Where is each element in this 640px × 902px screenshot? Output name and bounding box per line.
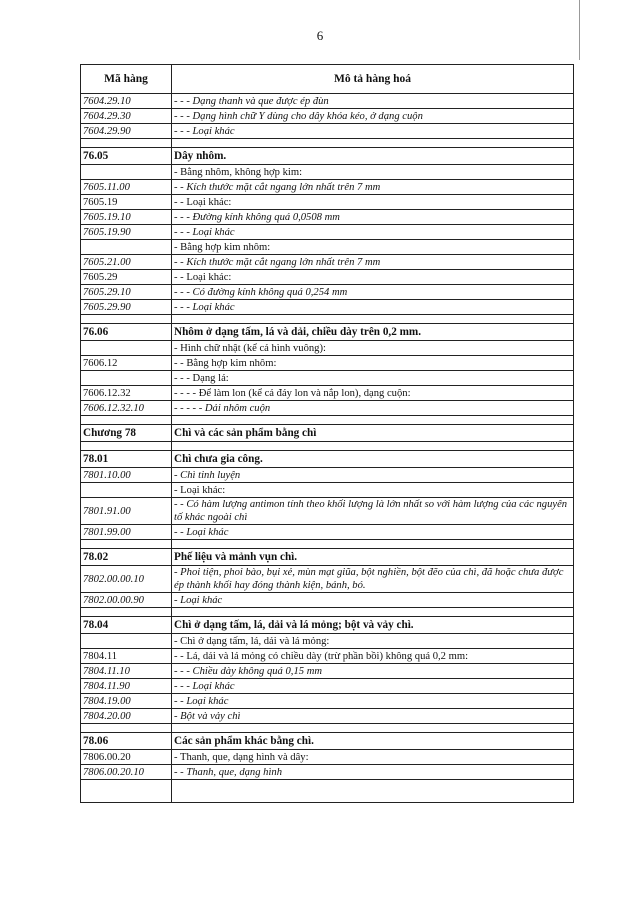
code-cell: 78.04 (81, 617, 172, 634)
description-cell: - - Loại khác: (172, 270, 574, 285)
code-cell: 7606.12 (81, 356, 172, 371)
table-row (81, 750, 574, 765)
code-cell: 76.06 (81, 324, 172, 341)
header-code: Mã hàng (81, 65, 172, 94)
table-row (81, 483, 574, 498)
description-cell: - - Thanh, que, dạng hình (172, 765, 574, 780)
code-cell: 7605.29 (81, 270, 172, 285)
code-cell (81, 165, 172, 180)
description-cell: Các sản phẩm khác bằng chì. (172, 733, 574, 750)
empty-cell (81, 139, 172, 148)
code-cell: 7802.00.00.10 (81, 566, 172, 593)
right-edge-mark (579, 0, 580, 60)
table-row (81, 765, 574, 780)
heading-row (81, 148, 574, 165)
heading-row (81, 425, 574, 442)
description-cell: - - - Có đường kính không quá 0,254 mm (172, 285, 574, 300)
table-row (81, 634, 574, 649)
code-cell: 7606.12.32.10 (81, 401, 172, 416)
empty-cell (81, 608, 172, 617)
description-cell: - Chì tinh luyện (172, 468, 574, 483)
table-row (81, 694, 574, 709)
code-cell: 78.06 (81, 733, 172, 750)
table-row (81, 664, 574, 679)
description-cell: - - Loại khác (172, 525, 574, 540)
code-cell: 7604.29.10 (81, 94, 172, 109)
code-cell: 7804.11.10 (81, 664, 172, 679)
empty-cell (81, 315, 172, 324)
heading-row (81, 617, 574, 634)
empty-cell (81, 780, 172, 803)
empty-cell (172, 315, 574, 324)
code-cell: 76.05 (81, 148, 172, 165)
description-cell: - Loại khác (172, 593, 574, 608)
table-row (81, 240, 574, 255)
code-cell (81, 240, 172, 255)
description-cell: - Phoi tiện, phoi bào, bụi xẻ, mùn mạt giũa, bột nghiền, bột đẽo của chì, đã hoặc chưa được ép thành khối hay đóng thành kiện, bánh, bó. (172, 566, 574, 593)
description-cell: - Bột và vảy chì (172, 709, 574, 724)
code-cell (81, 483, 172, 498)
code-cell (81, 371, 172, 386)
code-cell: 7801.91.00 (81, 498, 172, 525)
table-row (81, 124, 574, 139)
description-cell: Phế liệu và mảnh vụn chì. (172, 549, 574, 566)
code-cell: 7605.29.10 (81, 285, 172, 300)
table-row (81, 468, 574, 483)
table-row (81, 285, 574, 300)
spacer-row (81, 139, 574, 148)
description-cell: - Bằng nhôm, không hợp kim: (172, 165, 574, 180)
table-header-row (81, 65, 574, 94)
description-cell: Chì và các sản phẩm bằng chì (172, 425, 574, 442)
description-cell: - Loại khác: (172, 483, 574, 498)
code-cell: 7604.29.30 (81, 109, 172, 124)
code-cell: 7804.11.90 (81, 679, 172, 694)
code-cell: 7804.20.00 (81, 709, 172, 724)
table-row (81, 180, 574, 195)
code-cell: 78.01 (81, 451, 172, 468)
description-cell: - - - Dạng hình chữ Y dùng cho dây khóa kéo, ở dạng cuộn (172, 109, 574, 124)
code-cell (81, 634, 172, 649)
empty-cell (172, 724, 574, 733)
code-cell: 7804.11 (81, 649, 172, 664)
empty-cell (172, 780, 574, 803)
code-cell: 7605.11.00 (81, 180, 172, 195)
code-cell: 78.02 (81, 549, 172, 566)
empty-cell (172, 442, 574, 451)
empty-cell (172, 139, 574, 148)
spacer-row (81, 780, 574, 803)
table-row (81, 109, 574, 124)
table-row (81, 498, 574, 525)
table-row (81, 566, 574, 593)
empty-cell (81, 540, 172, 549)
description-cell: - - - Chiều dày không quá 0,15 mm (172, 664, 574, 679)
code-cell: Chương 78 (81, 425, 172, 442)
description-cell: - Thanh, que, dạng hình và dây: (172, 750, 574, 765)
description-cell: - - - - - Dải nhôm cuộn (172, 401, 574, 416)
table-row (81, 195, 574, 210)
code-cell: 7604.29.90 (81, 124, 172, 139)
table-row (81, 401, 574, 416)
description-cell: Chì ở dạng tấm, lá, dải và lá mỏng; bột và vảy chì. (172, 617, 574, 634)
table-row (81, 679, 574, 694)
description-cell: - - Loại khác (172, 694, 574, 709)
table-row (81, 709, 574, 724)
tariff-table (80, 64, 574, 803)
spacer-row (81, 416, 574, 425)
table-row (81, 165, 574, 180)
table-row (81, 210, 574, 225)
table-row (81, 371, 574, 386)
empty-cell (81, 442, 172, 451)
table-row (81, 94, 574, 109)
code-cell: 7801.10.00 (81, 468, 172, 483)
description-cell: - - - Loại khác (172, 300, 574, 315)
page-number: 6 (316, 28, 324, 43)
code-cell: 7605.19.10 (81, 210, 172, 225)
table-row (81, 255, 574, 270)
spacer-row (81, 724, 574, 733)
table-row (81, 525, 574, 540)
spacer-row (81, 608, 574, 617)
description-cell: - - Loại khác: (172, 195, 574, 210)
header-description: Mô tả hàng hoá (172, 65, 574, 94)
description-cell: Dây nhôm. (172, 148, 574, 165)
spacer-row (81, 315, 574, 324)
description-cell: - - Có hàm lượng antimon tính theo khối lượng là lớn nhất so với hàm lượng của các nguyên tố khác ngoài chì (172, 498, 574, 525)
description-cell: - - - - Để làm lon (kể cả đáy lon và nắp lon), dạng cuộn: (172, 386, 574, 401)
description-cell: - - Lá, dải và lá mỏng có chiều dày (trừ phần bồi) không quá 0,2 mm: (172, 649, 574, 664)
code-cell: 7605.19 (81, 195, 172, 210)
description-cell: - - - Loại khác (172, 679, 574, 694)
code-cell: 7802.00.00.90 (81, 593, 172, 608)
empty-cell (172, 540, 574, 549)
code-cell: 7605.29.90 (81, 300, 172, 315)
description-cell: - - - Đường kính không quá 0,0508 mm (172, 210, 574, 225)
table-row (81, 270, 574, 285)
heading-row (81, 733, 574, 750)
description-cell: - - Kích thước mặt cắt ngang lớn nhất trên 7 mm (172, 255, 574, 270)
empty-cell (172, 608, 574, 617)
description-cell: - Chì ở dạng tấm, lá, dải và lá mỏng: (172, 634, 574, 649)
code-cell: 7605.21.00 (81, 255, 172, 270)
heading-row (81, 549, 574, 566)
table-row (81, 300, 574, 315)
code-cell: 7605.19.90 (81, 225, 172, 240)
code-cell: 7804.19.00 (81, 694, 172, 709)
table-row (81, 593, 574, 608)
description-cell: - - Bằng hợp kim nhôm: (172, 356, 574, 371)
spacer-row (81, 442, 574, 451)
table-row (81, 341, 574, 356)
code-cell: 7806.00.20 (81, 750, 172, 765)
empty-cell (172, 416, 574, 425)
description-cell: - - - Loại khác (172, 225, 574, 240)
description-cell: - Bằng hợp kim nhôm: (172, 240, 574, 255)
code-cell: 7606.12.32 (81, 386, 172, 401)
heading-row (81, 451, 574, 468)
empty-cell (81, 416, 172, 425)
description-cell: - - - Loại khác (172, 124, 574, 139)
table-row (81, 356, 574, 371)
table-row (81, 225, 574, 240)
code-cell: 7806.00.20.10 (81, 765, 172, 780)
spacer-row (81, 540, 574, 549)
empty-cell (81, 724, 172, 733)
table-row (81, 649, 574, 664)
heading-row (81, 324, 574, 341)
description-cell: Chì chưa gia công. (172, 451, 574, 468)
code-cell: 7801.99.00 (81, 525, 172, 540)
description-cell: - Hình chữ nhật (kể cả hình vuông): (172, 341, 574, 356)
table-body (81, 94, 574, 803)
description-cell: Nhôm ở dạng tấm, lá và dải, chiều dày trên 0,2 mm. (172, 324, 574, 341)
code-cell (81, 341, 172, 356)
description-cell: - - Kích thước mặt cắt ngang lớn nhất trên 7 mm (172, 180, 574, 195)
table-row (81, 386, 574, 401)
description-cell: - - - Dạng thanh và que được ép đùn (172, 94, 574, 109)
description-cell: - - - Dạng lá: (172, 371, 574, 386)
